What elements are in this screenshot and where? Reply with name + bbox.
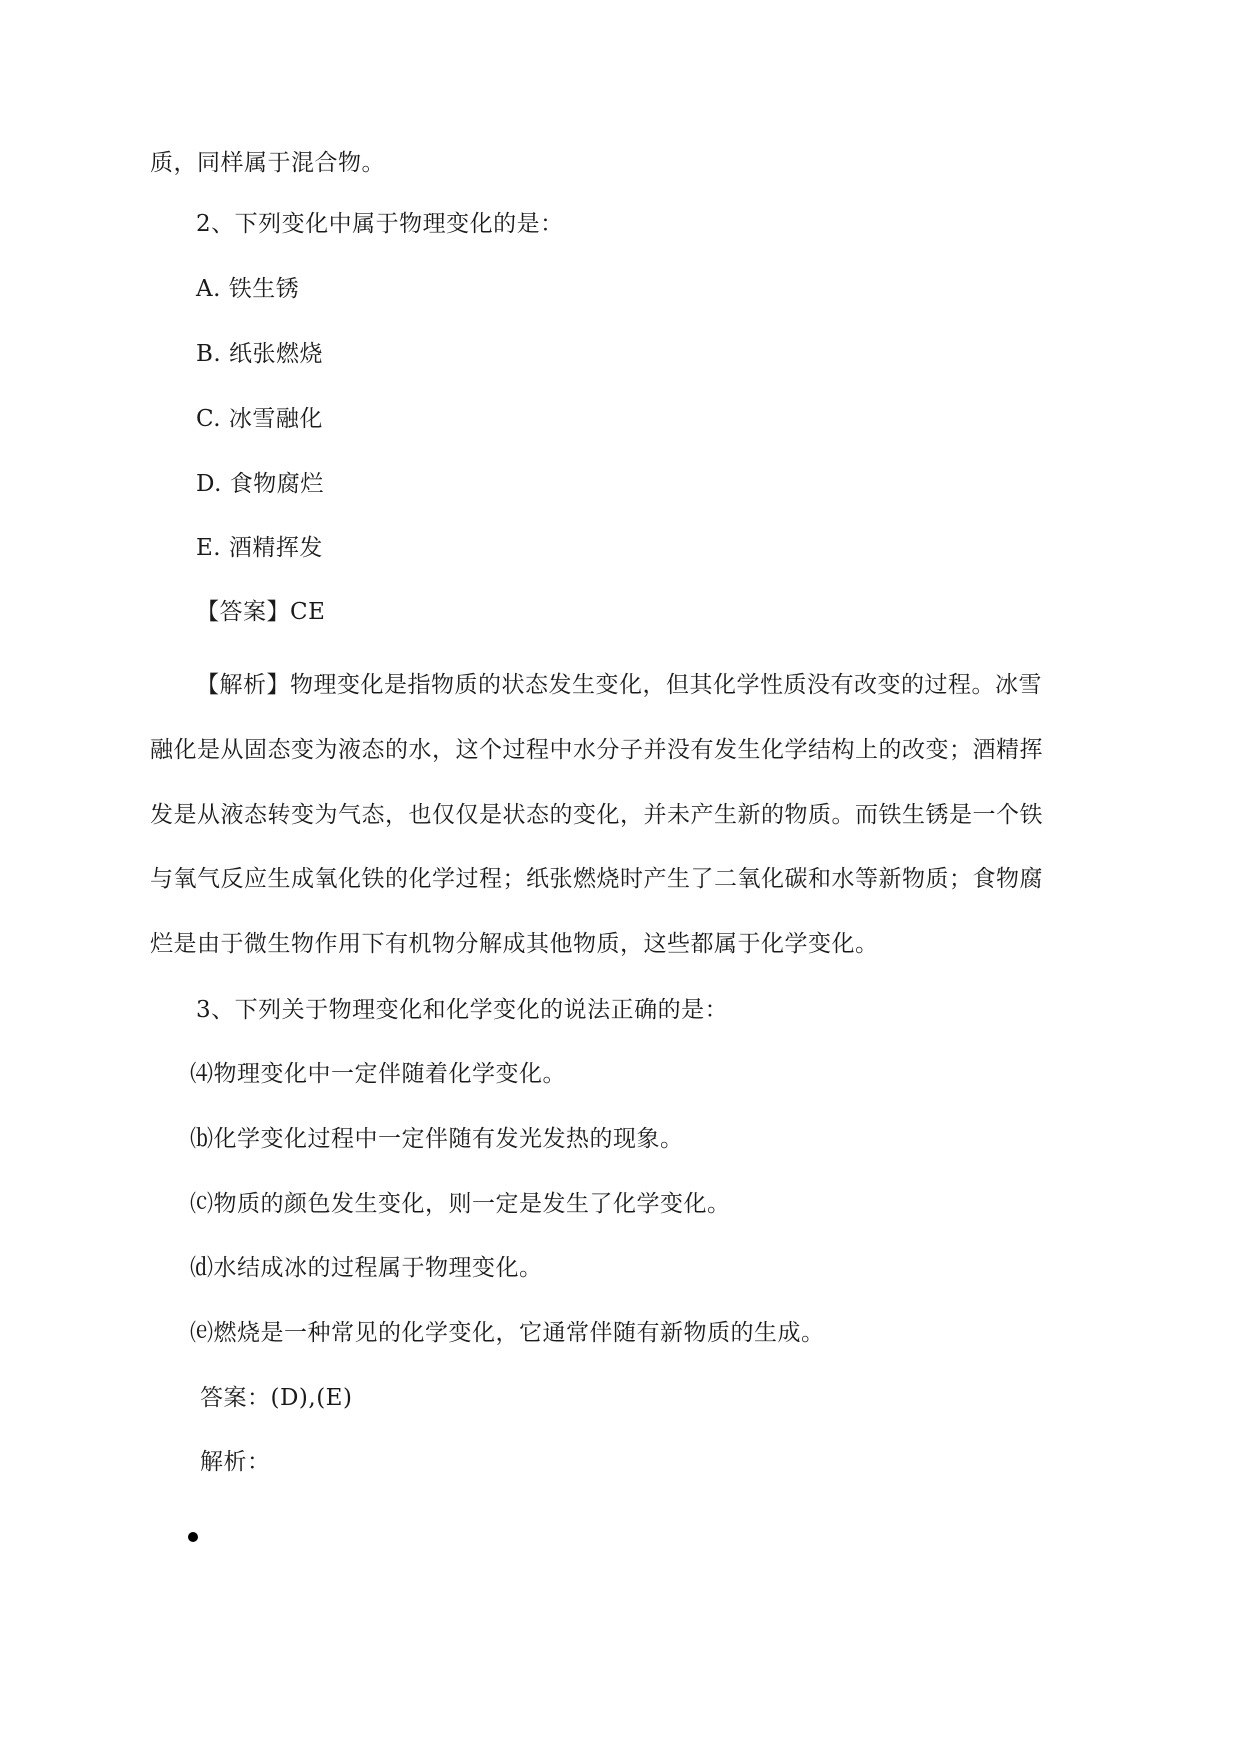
question-2-explanation-line-5: 烂是由于微生物作用下有机物分解成其他物质，这些都属于化学变化。: [150, 931, 879, 957]
question-2-option-b: B. 纸张燃烧: [196, 341, 324, 367]
question-2-explanation-line-1: 【解析】物理变化是指物质的状态发生变化，但其化学性质没有改变的过程。冰雪: [196, 672, 1042, 698]
question-2-option-e: E. 酒精挥发: [196, 535, 323, 561]
question-2-answer: 【答案】CE: [196, 599, 326, 625]
paragraph-continuation: 质，同样属于混合物。: [150, 150, 385, 176]
list-bullet: [188, 1532, 198, 1542]
question-3-explanation-label: 解析：: [200, 1449, 271, 1475]
question-2-explanation-line-4: 与氧气反应生成氧化铁的化学过程；纸张燃烧时产生了二氧化碳和水等新物质；食物腐: [150, 866, 1043, 892]
question-3-option-a: ⑷物理变化中一定伴随着化学变化。: [190, 1061, 566, 1087]
question-2-explanation-line-2: 融化是从固态变为液态的水，这个过程中水分子并没有发生化学结构上的改变；酒精挥: [150, 737, 1043, 763]
question-3-option-b: ⒝化学变化过程中一定伴随有发光发热的现象。: [190, 1126, 684, 1152]
question-2-explanation-line-3: 发是从液态转变为气态，也仅仅是状态的变化，并未产生新的物质。而铁生锈是一个铁: [150, 802, 1043, 828]
question-2: 2、下列变化中属于物理变化的是：: [196, 211, 564, 237]
question-2-option-a: A. 铁生锈: [196, 276, 300, 302]
question-3-option-c: ⒞物质的颜色发生变化，则一定是发生了化学变化。: [190, 1191, 731, 1217]
question-3-answer: 答案：(D),(E): [200, 1385, 353, 1411]
question-3: 3、下列关于物理变化和化学变化的说法正确的是：: [196, 997, 729, 1023]
question-2-option-c: C. 冰雪融化: [196, 406, 323, 432]
question-3-option-e: ⒠燃烧是一种常见的化学变化，它通常伴随有新物质的生成。: [190, 1320, 825, 1346]
question-3-option-d: ⒟水结成冰的过程属于物理变化。: [190, 1255, 543, 1281]
question-2-option-d: D. 食物腐烂: [196, 471, 324, 497]
